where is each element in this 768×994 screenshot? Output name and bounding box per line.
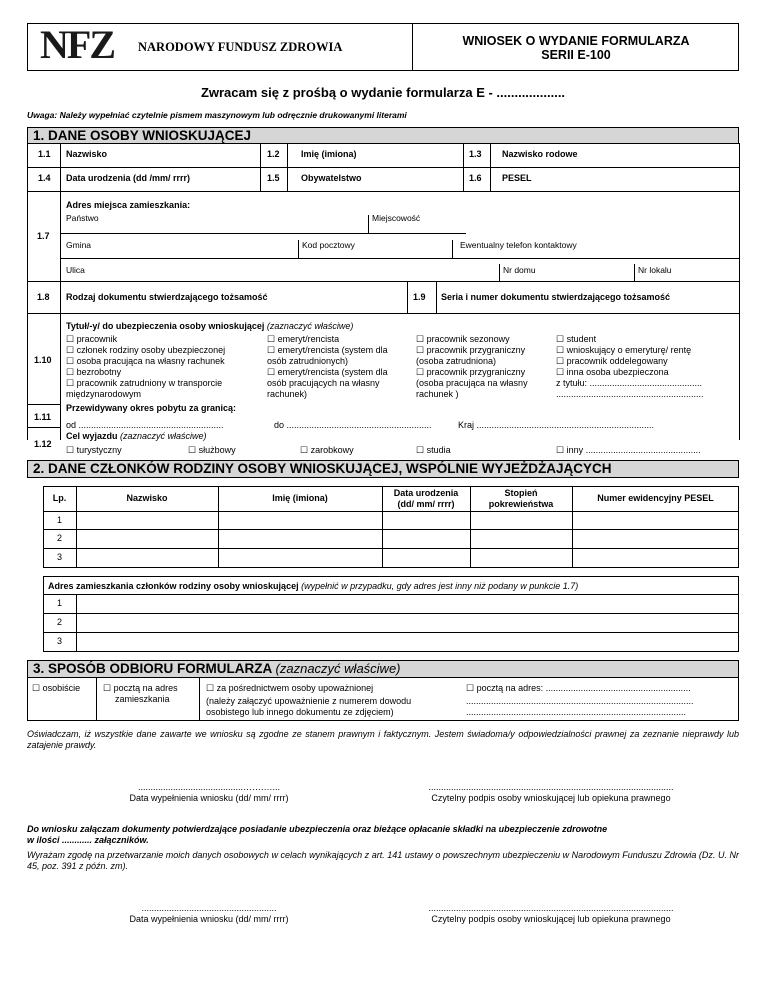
attachments-line1: Do wniosku załączam dokumenty potwierdzające posiadanie ubezpieczenia oraz bieżące opłacanie składki na ubezpieczenie zdrowotne	[27, 824, 608, 834]
delivery-proxy-checkbox[interactable]	[206, 683, 411, 718]
phone-label[interactable]: Ewentualny telefon kontaktowy	[460, 240, 577, 250]
section3-title-text: 3. SPOSÓB ODBIORU FORMULARZA	[33, 661, 272, 676]
family-address-hint: (wypełnić w przypadku, gdy adres jest inny niż podany w punkcie 1.7)	[301, 581, 579, 591]
purpose-other-checkbox[interactable]: ☐ inny ..............................................	[556, 445, 701, 455]
delivery-post-address-line2[interactable]: ...........................................................................................	[466, 696, 694, 706]
col-birth-date-line1: Data urodzenia	[393, 488, 459, 498]
insurance-col3[interactable]	[416, 334, 556, 400]
option-item[interactable]: ☐ inna osoba ubezpieczona	[556, 367, 669, 377]
purpose-hint: (zaznaczyć właściwe)	[120, 431, 207, 441]
nfz-logo: NFZ	[40, 22, 114, 67]
form-title-line1: WNIOSEK O WYDANIE FORMULARZA	[462, 34, 690, 48]
f111-num: 1.11	[34, 412, 52, 422]
delivery-post-address-checkbox[interactable]	[466, 683, 694, 718]
table-row-num: 3	[56, 552, 62, 562]
table-row-num: 1	[56, 515, 62, 525]
f16-num: 1.6	[469, 173, 482, 183]
option-item[interactable]: ☐ pracownik	[66, 334, 118, 344]
id-doc-number-label[interactable]: Seria i numer dokumentu stwierdzającego tożsamość	[441, 292, 671, 302]
option-item[interactable]: ☐ student	[556, 334, 597, 344]
col-birth-date-line2: (dd/ mm/ rrrr)	[397, 499, 455, 509]
stay-country-field[interactable]: Kraj .......................................................................	[458, 420, 655, 430]
delivery-proxy-line3: osobistego lub innego dokumentu ze zdjęciem)	[206, 707, 394, 717]
surname-label[interactable]: Nazwisko	[66, 149, 108, 159]
family-address-title-text: Adres zamieszkania członków rodziny osoby wnioskującej	[48, 581, 299, 591]
sign2-signature[interactable]	[390, 903, 712, 925]
section3-title	[27, 660, 739, 678]
option-item: osób zatrudnionych)	[267, 356, 349, 366]
org-name: NARODOWY FUNDUSZ ZDROWIA	[138, 40, 343, 54]
col-relation-line1: Stopień	[504, 488, 538, 498]
f17-num: 1.7	[37, 231, 50, 241]
f19-num: 1.9	[413, 292, 426, 302]
postal-code-label[interactable]: Kod pocztowy	[302, 240, 355, 250]
insurance-hint: (zaznaczyć właściwe)	[266, 321, 354, 331]
delivery-post-home-checkbox[interactable]	[103, 683, 178, 705]
table-row-num: 3	[56, 636, 62, 646]
f18-num: 1.8	[37, 292, 50, 302]
table-row-num: 1	[56, 598, 62, 608]
sign2-date[interactable]	[104, 903, 314, 925]
f14-num: 1.4	[38, 173, 51, 183]
option-item: międzynarodowym	[66, 389, 142, 399]
stay-to-field[interactable]: do ..........................................................	[274, 420, 432, 430]
purpose-work-checkbox[interactable]: ☐ zarobkowy	[300, 445, 354, 455]
option-item[interactable]: ☐ pracownik przygraniczny	[416, 345, 526, 355]
stay-title: Przewidywany okres pobytu za granicą:	[66, 403, 237, 413]
f110-num: 1.10	[34, 355, 52, 365]
attachments-line2[interactable]: w ilości ............ załączników.	[27, 835, 149, 845]
birth-date-label[interactable]: Data urodzenia (dd /mm/ rrrr)	[66, 173, 191, 183]
delivery-proxy-line1: ☐ za pośrednictwem osoby upoważnionej	[206, 683, 374, 693]
option-item: osób pracujących na własny	[267, 378, 380, 388]
sign1-date-label: Data wypełnienia wniosku (dd/ mm/ rrrr)	[129, 793, 289, 803]
sign2-signature-label: Czytelny podpis osoby wnioskującej lub opiekuna prawnego	[431, 914, 671, 924]
sign2-date-label: Data wypełnienia wniosku (dd/ mm/ rrrr)	[129, 914, 289, 924]
id-doc-type-label[interactable]: Rodzaj dokumentu stwierdzającego tożsamość	[66, 292, 268, 302]
sign2-date-dots: ......................................................	[141, 903, 277, 913]
option-item: rachunek)	[267, 389, 308, 399]
declaration-text: Oświadczam, iż wszystkie dane zawarte we wniosku są zgodne ze stanem prawnym i faktycznym. Jestem świadoma/y odpowiedzialności prawnej za zeznanie nieprawdy lub zatajenie prawdy.	[27, 729, 739, 750]
f15-num: 1.5	[267, 173, 280, 183]
city-label[interactable]: Miejscowość	[372, 213, 421, 223]
section2-title: 2. DANE CZŁONKÓW RODZINY OSOBY WNIOSKUJĄCEJ, WSPÓLNIE WYJEŻDŻAJĄCYCH	[27, 460, 739, 478]
col-first-name: Imię (imiona)	[272, 493, 328, 503]
sign1-date[interactable]	[104, 782, 314, 804]
f11-num: 1.1	[38, 149, 51, 159]
consent-text: Wyrażam zgodę na przetwarzanie moich danych osobowych w celach wynikających z art. 141 ustawy o powszechnym ubezpieczeniu w Narodowym Funduszu Zdrowia (Dz. U. Nr 45, poz. 391 z późn. zm).	[27, 850, 739, 871]
option-item: (osoba pracująca na własny	[416, 378, 528, 388]
address-header: Adres miejsca zamieszkania:	[66, 200, 191, 210]
option-item[interactable]: ☐ wnioskujący o emeryturę/ rentę	[556, 345, 692, 355]
insurance-title-text: Tytuł/-y/ do ubezpieczenia osoby wnioskującej	[66, 321, 265, 331]
sign2-signature-dots: ..................................................................................................	[428, 903, 674, 913]
attachments-text	[27, 824, 739, 846]
commune-label[interactable]: Gmina	[66, 240, 92, 250]
purpose-business-checkbox[interactable]: ☐ służbowy	[188, 445, 236, 455]
sign1-signature-label: Czytelny podpis osoby wnioskującej lub opiekuna prawnego	[431, 793, 671, 803]
delivery-post-home-line2: zamieszkania	[115, 694, 170, 704]
form-title-line2: SERII E-100	[541, 48, 611, 62]
insurance-col1[interactable]	[66, 334, 266, 400]
maiden-name-label[interactable]: Nazwisko rodowe	[502, 149, 578, 159]
f112-num: 1.12	[34, 439, 52, 449]
insurance-col2[interactable]	[267, 334, 417, 400]
col-lp: Lp.	[52, 493, 67, 503]
purpose-title-text: Cel wyjazdu	[66, 431, 118, 441]
col-birth-date	[382, 488, 470, 510]
option-item[interactable]: ☐ członek rodziny osoby ubezpieczonej	[66, 345, 226, 355]
family-address-title	[48, 581, 578, 592]
delivery-post-home-line1: ☐ pocztą na adres	[103, 683, 178, 693]
sign1-signature-dots: ..................................................................................................	[428, 782, 674, 792]
insurance-title	[66, 321, 353, 332]
option-item[interactable]: z tytułu: .............................................	[556, 378, 703, 388]
option-item[interactable]: ☐ emeryt/rencista (system dla	[267, 367, 388, 377]
request-line[interactable]: Zwracam się z prośbą o wydanie formularza E - ...................	[200, 85, 566, 100]
form-title	[413, 34, 739, 62]
purpose-title	[66, 431, 207, 442]
option-item[interactable]: ☐ bezrobotny	[66, 367, 122, 377]
stay-from-field[interactable]: od ..........................................................	[66, 420, 224, 430]
option-item[interactable]: ☐ emeryt/rencista (system dla	[267, 345, 388, 355]
f13-num: 1.3	[469, 149, 482, 159]
table-row-num: 2	[56, 617, 62, 627]
purpose-study-checkbox[interactable]: ☐ studia	[416, 445, 451, 455]
option-item[interactable]: ☐ pracownik oddelegowany	[556, 356, 668, 366]
col-relation-line2: pokrewieństwa	[488, 499, 554, 509]
option-item[interactable]: ☐ osoba pracująca na własny rachunek	[66, 356, 225, 366]
option-item: (osoba zatrudniona)	[416, 356, 497, 366]
pesel-label[interactable]: PESEL	[502, 173, 532, 183]
option-item[interactable]: ☐ pracownik przygraniczny	[416, 367, 526, 377]
option-item[interactable]: ☐ pracownik zatrudniony w transporcie	[66, 378, 223, 388]
insurance-col4[interactable]	[556, 334, 738, 400]
house-no-label[interactable]: Nr domu	[503, 265, 536, 275]
option-item[interactable]: ☐ emeryt/rencista	[267, 334, 340, 344]
sign1-date-dots: ..........................................…….…...	[137, 782, 281, 792]
country-label[interactable]: Państwo	[66, 213, 99, 223]
first-name-label[interactable]: Imię (imiona)	[301, 149, 357, 159]
option-item: rachunek )	[416, 389, 459, 399]
section3-hint: (zaznaczyć właściwe)	[275, 661, 401, 676]
sign1-signature[interactable]	[390, 782, 712, 804]
flat-no-label[interactable]: Nr lokalu	[638, 265, 672, 275]
purpose-tourist-checkbox[interactable]: ☐ turystyczny	[66, 445, 122, 455]
street-label[interactable]: Ulica	[66, 265, 85, 275]
f12-num: 1.2	[267, 149, 280, 159]
delivery-proxy-line2: (należy załączyć upoważnienie z numerem dowodu	[206, 696, 412, 706]
citizenship-label[interactable]: Obywatelstwo	[301, 173, 362, 183]
delivery-post-address-line3[interactable]: ........................................................................................	[466, 707, 687, 717]
delivery-post-address-line1[interactable]: ☐ pocztą na adres: ..........................................................	[466, 683, 691, 693]
section1-title: 1. DANE OSOBY WNIOSKUJĄCEJ	[27, 127, 739, 144]
col-surname: Nazwisko	[126, 493, 168, 503]
fill-note: Uwaga: Należy wypełniać czytelnie pismem maszynowym lub odręcznie drukowanymi literami	[27, 110, 407, 120]
table-row-num: 2	[56, 533, 62, 543]
option-item[interactable]: ...........................................................	[556, 389, 704, 399]
delivery-personal-checkbox[interactable]: ☐ osobiście	[32, 683, 81, 693]
col-relation	[470, 488, 572, 510]
col-pesel: Numer ewidencyjny PESEL	[597, 493, 714, 503]
option-item[interactable]: ☐ pracownik sezonowy	[416, 334, 510, 344]
